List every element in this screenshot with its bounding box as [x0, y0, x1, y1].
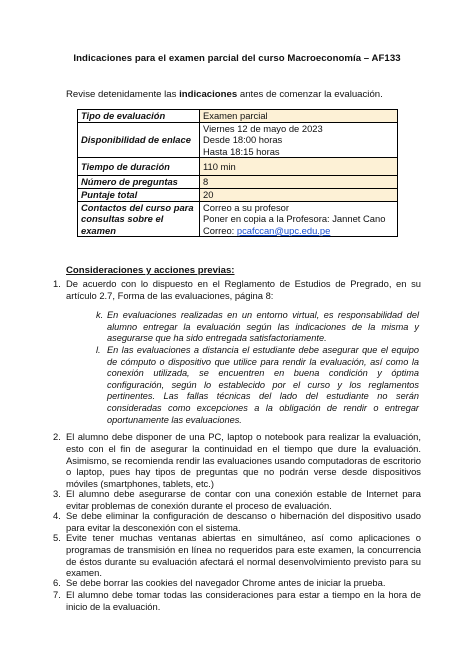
- sub-item-l: En las evaluaciones a distancia el estudiante debe asegurar que el equipo de cómputo o dispositivo que utilice para rendir la evaluación, así como la conexión utilizada, se encuentren en buena condición y óptima configuración, según lo establecido por el curso y los reglamentos pertinentes. Las fallas técnicas del lado del estudiante no serán consideradas como excepciones a la obligación de rendir o entregar oportunamente las evaluaciones.: [107, 345, 419, 425]
- disp-line3: Hasta 18:15 horas: [203, 145, 280, 157]
- correo-line: [203, 225, 394, 237]
- list-item: El alumno debe tomar todas las consideraciones para estar a tiempo en la hora de inicio de la evaluación.: [66, 589, 421, 612]
- exam-info-table: [77, 109, 398, 237]
- table-row: [78, 201, 398, 237]
- disp-line1: Viernes 12 de mayo de 2023: [203, 122, 323, 134]
- document-title: Indicaciones para el examen parcial del curso Macroeconomía – AF133: [73, 53, 401, 64]
- contactos-value: [200, 201, 398, 237]
- tiempo-label: Tiempo de duración: [78, 158, 200, 176]
- num-value: 8: [200, 176, 398, 189]
- item-number: 3.: [53, 488, 61, 499]
- intro-pre: Revise detenidamente las: [66, 89, 180, 100]
- table-row: [78, 110, 398, 123]
- num-label: Número de preguntas: [78, 176, 200, 189]
- correo-prefix: Correo:: [203, 224, 237, 236]
- table-row: [78, 176, 398, 189]
- list-item: Se debe eliminar la configuración de descanso o hibernación del dispositivo usado para evitar la desconexión con el sistema.: [66, 510, 421, 533]
- contactos-line2: Poner en copia a la Profesora: Jannet Cano: [203, 213, 386, 225]
- section-title: Consideraciones y acciones previas:: [66, 265, 235, 276]
- intro-bold: indicaciones: [179, 89, 238, 100]
- intro-post: antes de comenzar la evaluación.: [237, 89, 383, 100]
- contactos-label: Contactos del curso para consultas sobre el examen: [78, 201, 200, 237]
- item-number: 6.: [53, 577, 61, 588]
- table-row: [78, 122, 398, 158]
- table-row: [78, 188, 398, 201]
- tipo-value: Examen parcial: [200, 110, 398, 123]
- puntaje-label: Puntaje total: [78, 188, 200, 201]
- list-item: Se debe borrar las cookies del navegador Chrome antes de iniciar la prueba.: [66, 577, 386, 588]
- table-row: [78, 158, 398, 176]
- sub-item-k: En evaluaciones realizadas en un entorno virtual, es responsabilidad del alumno entregar la evaluación según las indicaciones de la misma y asegurarse que ha sido entregada satisfactoriamente.: [107, 310, 419, 344]
- list-item: Evite tener muchas ventanas abiertas en simultáneo, así como aplicaciones o programas de transmisión en línea no requeridos para este examen, la concurrencia de éstos durante su evaluación afectará el normal desenvolvimiento previsto para su examen.: [66, 532, 421, 579]
- contactos-line1: Correo a su profesor: [203, 201, 289, 213]
- sub-item-label: l.: [96, 345, 101, 355]
- disp-value: [200, 122, 398, 158]
- item-number: 5.: [53, 532, 61, 543]
- tiempo-value: 110 min: [200, 158, 398, 176]
- list-item: El alumno debe disponer de una PC, laptop o notebook para realizar la evaluación, esto con el fin de asegurar la continuidad en el tiempo que dure la evaluación. Asimismo, se recomienda rendir las evaluaciones usando computadoras de escritorio o laptop, pues hay tipos de preguntas que no podrán verse desde dispositivos móviles (smartphones, tablets, etc.): [66, 431, 421, 490]
- item-number: 7.: [53, 589, 61, 600]
- list-item: De acuerdo con lo dispuesto en el Reglamento de Estudios de Pregrado, en su artículo 2.7, Forma de las evaluaciones, página 8:: [66, 278, 421, 301]
- item-number: 4.: [53, 510, 61, 521]
- tipo-label: Tipo de evaluación: [78, 110, 200, 123]
- intro-paragraph: [66, 89, 383, 100]
- item-number: 2.: [53, 431, 61, 442]
- disp-line2: Desde 18:00 horas: [203, 134, 283, 146]
- list-item: El alumno debe asegurarse de contar con una conexión estable de Internet para evitar problemas de conexión durante el proceso de evaluación.: [66, 488, 421, 511]
- puntaje-value: 20: [200, 188, 398, 201]
- email-link[interactable]: pcafccan@upc.edu.pe: [236, 224, 331, 236]
- disp-label: Disponibilidad de enlace: [78, 122, 200, 158]
- item-number: 1.: [53, 278, 61, 289]
- sub-item-label: k.: [96, 310, 104, 320]
